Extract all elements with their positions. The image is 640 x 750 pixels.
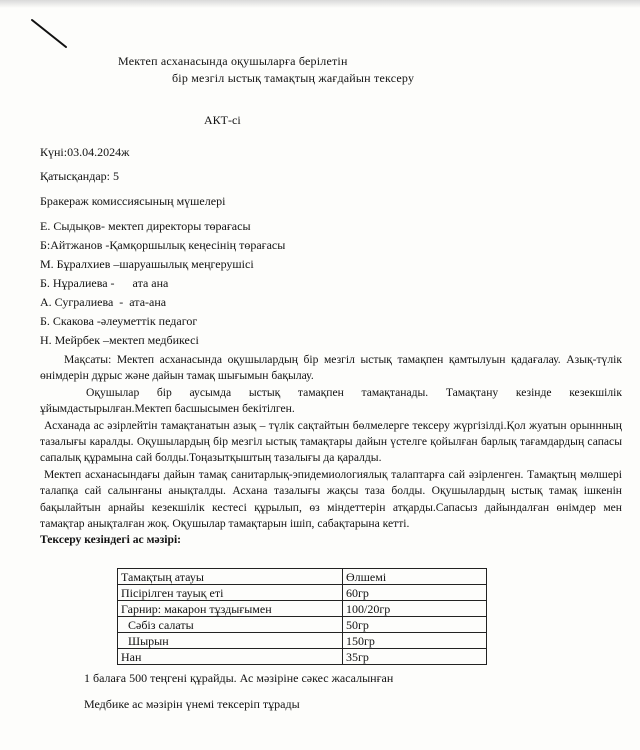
paragraph-inspection: Асханада ас әзірлейтін тамақтанатын азық – түлік сақтайтын бөлмелерге тексеру жүргізілді.Қол жуатын орыннның тазалығы каралды. Оқушылардың бір мезгіл ыстық тамақтары дайын үстелге қойылған барлық тағамдардың сапасы сапалық құрамына сай болды.Тоңазытқыштың тазалығы да қаралды. <box>40 418 622 465</box>
paragraph-purpose: Мақсаты: Мектеп асханасында оқушылардың бір мезгіл ыстық тамақпен қамтылуын қадағалау. Азық-түлік өнімдерін дұрыс және дайын тамақ шығымын бақылау. <box>40 353 622 383</box>
nurse-note: Медбике ас мәзірін үнемі тексеріп тұрады <box>84 697 300 711</box>
table-cell: 100/20гр <box>343 601 487 617</box>
table-row <box>118 585 487 601</box>
title-line-1: Мектеп асханасында оқушыларға берілетін <box>118 54 348 68</box>
table-header-cell: Тамақтың атауы <box>118 569 343 585</box>
participants-count: Қатысқандар: 5 <box>40 169 119 183</box>
member-item: Н. Мейрбек –мектеп медбикесі <box>40 333 199 347</box>
table-cell: Пісірілген тауық еті <box>118 585 343 601</box>
table-cell: 35гр <box>343 649 487 665</box>
pen-stroke-mark <box>10 10 70 50</box>
member-item: Б:Айтжанов -Қамқоршылық кеңесінің төрағасы <box>40 238 286 252</box>
title-line-2: бір мезгіл ыстық тамақтың жағдайын тексеру <box>172 71 415 85</box>
table-cell: Шырын <box>118 633 343 649</box>
table-row <box>118 601 487 617</box>
member-item: А. Сугралиева - ата-ана <box>40 295 167 309</box>
table-cell: Гарнир: макарон тұздығымен <box>118 601 343 617</box>
act-date: Күні:03.04.2024ж <box>40 145 130 159</box>
paragraph-conclusion: Мектеп асханасындағы дайын тамақ санитарлық-эпидемиологиялық талаптарға сай әзірленген. Тамақтың мөлшері талапқа сай салынғаны анықталды. Асхана тазалығы жақсы таза болды. Оқушылардың ыстық тамақ ішкенін бақылайтын арнайы кезекшілік кестесі құрылып, өз міндеттерін атқарды.Сапасыз дайындалған өнімдер мен тамақтар анықталған жоқ. Оқушылар тамақтарын ішіп, сабақтарына кетті. <box>40 467 622 531</box>
member-item: Б. Скакова -әлеуметтік педагог <box>40 314 198 328</box>
act-title: АКТ-сі <box>204 113 241 127</box>
table-cell: 60гр <box>343 585 487 601</box>
commission-title: Бракераж комиссиясының мүшелері <box>40 194 226 208</box>
table-row <box>118 617 487 633</box>
member-item: М. Бұралхиев –шаруашылық меңгерушісі <box>40 257 254 271</box>
member-item: Б. Нұралиева - ата ана <box>40 276 169 290</box>
table-cell: 50гр <box>343 617 487 633</box>
menu-heading: Тексеру кезіндегі ас мәзірі: <box>40 533 182 547</box>
report-body <box>40 352 622 549</box>
price-note: 1 балаға 500 теңгені құрайды. Ас мәзіріне сәкес жасалынған <box>84 671 394 685</box>
table-header-row <box>118 569 487 585</box>
paragraph-duty: Оқушылар бір аусымда ыстық тамақпен тамақтанады. Тамақтану кезінде кезекшілік ұйымдастырылған.Мектеп басшысымен бекітілген. <box>40 385 622 416</box>
member-item: Е. Сыдықов- мектеп директоры төрағасы <box>40 219 251 233</box>
table-row <box>118 633 487 649</box>
table-cell: 150гр <box>343 633 487 649</box>
table-cell: Сәбіз салаты <box>118 617 343 633</box>
table-header-cell: Өлшемі <box>343 569 487 585</box>
scan-edge-shadow <box>0 0 640 8</box>
table-cell: Нан <box>118 649 343 665</box>
table-row <box>118 649 487 665</box>
menu-table <box>117 568 487 665</box>
